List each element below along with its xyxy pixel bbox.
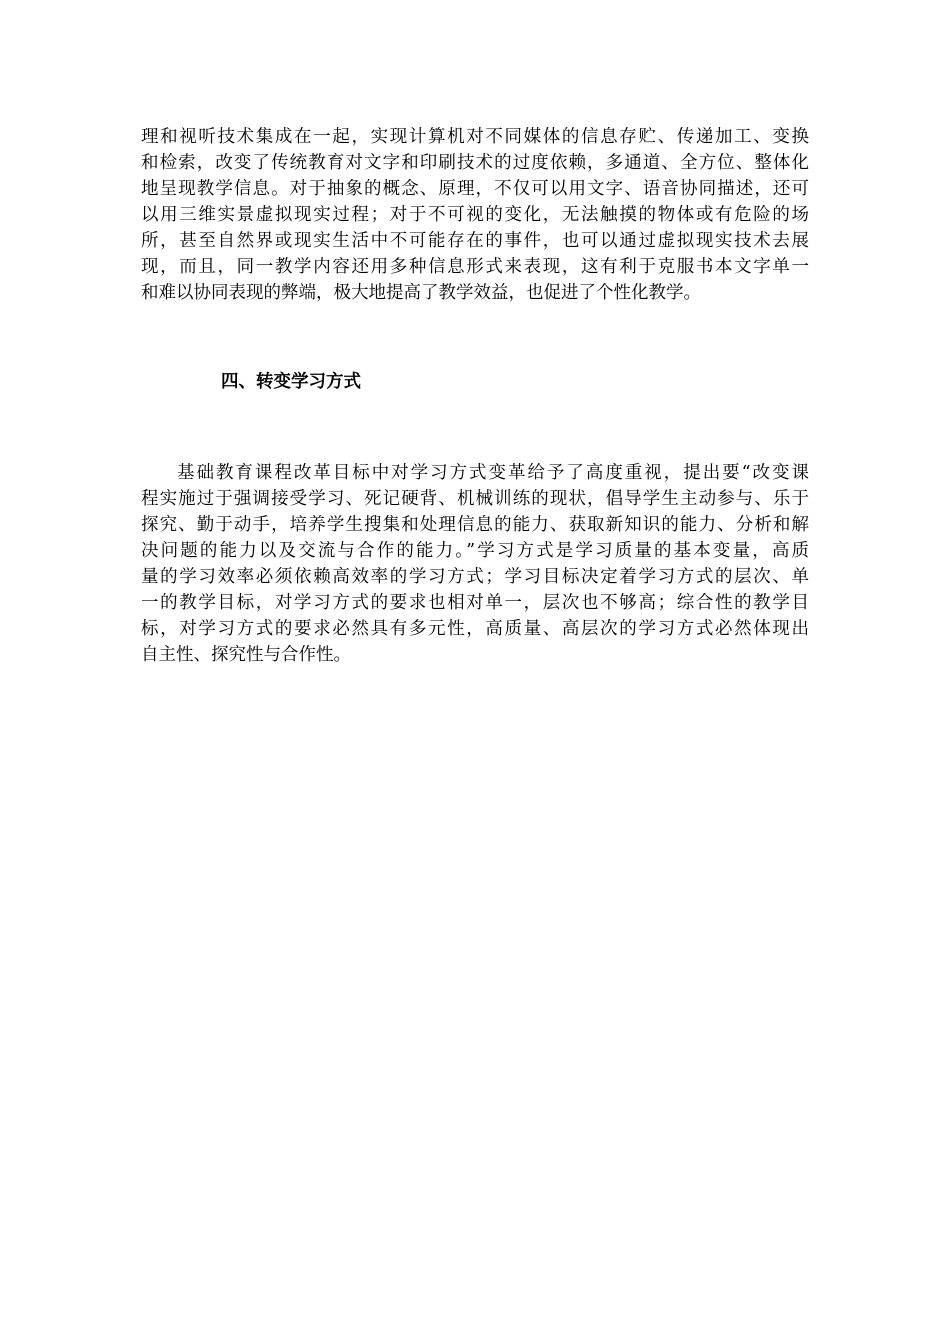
paragraph-line: 探究、勤于动手，培养学生搜集和处理信息的能力、获取新知识的能力、分析和解 bbox=[141, 515, 809, 535]
paragraph-line: 自主性、探究性与合作性。 bbox=[141, 645, 351, 665]
paragraph-line: 标，对学习方式的要求必然具有多元性，高质量、高层次的学习方式必然体现出 bbox=[141, 619, 809, 639]
paragraph-line: 量的学习效率必须依赖高效率的学习方式；学习目标决定着学习方式的层次、单 bbox=[141, 567, 809, 587]
paragraph-line: 和难以协同表现的弊端，极大地提高了教学效益，也促进了个性化教学。 bbox=[141, 283, 701, 303]
section-heading: 四、转变学习方式 bbox=[221, 372, 361, 392]
paragraph-line: 一的教学目标，对学习方式的要求也相对单一，层次也不够高；综合性的教学目 bbox=[141, 593, 809, 613]
paragraph-line: 和检索，改变了传统教育对文字和印刷技术的过度依赖，多通道、全方位、整体化 bbox=[141, 153, 809, 173]
paragraph-line: 程实施过于强调接受学习、死记硬背、机械训练的现状，倡导学生主动参与、乐于 bbox=[141, 489, 809, 509]
paragraph-line: 所，甚至自然界或现实生活中不可能存在的事件，也可以通过虚拟现实技术去展 bbox=[141, 231, 809, 251]
body-paragraph-1 bbox=[141, 124, 809, 306]
paragraph-line: 以用三维实景虚拟现实过程；对于不可视的变化，无法触摸的物体或有危险的场 bbox=[141, 205, 809, 225]
body-paragraph-2 bbox=[141, 460, 809, 668]
paragraph-line: 现，而且，同一教学内容还用多种信息形式来表现，这有利于克服书本文字单一 bbox=[141, 257, 809, 277]
paragraph-line: 理和视听技术集成在一起，实现计算机对不同媒体的信息存贮、传递加工、变换 bbox=[141, 127, 809, 147]
paragraph-line: 决问题的能力以及交流与合作的能力。”学习方式是学习质量的基本变量，高质 bbox=[141, 541, 809, 561]
paragraph-line: 地呈现教学信息。对于抽象的概念、原理，不仅可以用文字、语音协同描述，还可 bbox=[141, 179, 809, 199]
paragraph-line: 基础教育课程改革目标中对学习方式变革给予了高度重视，提出要“改变课 bbox=[177, 463, 809, 483]
